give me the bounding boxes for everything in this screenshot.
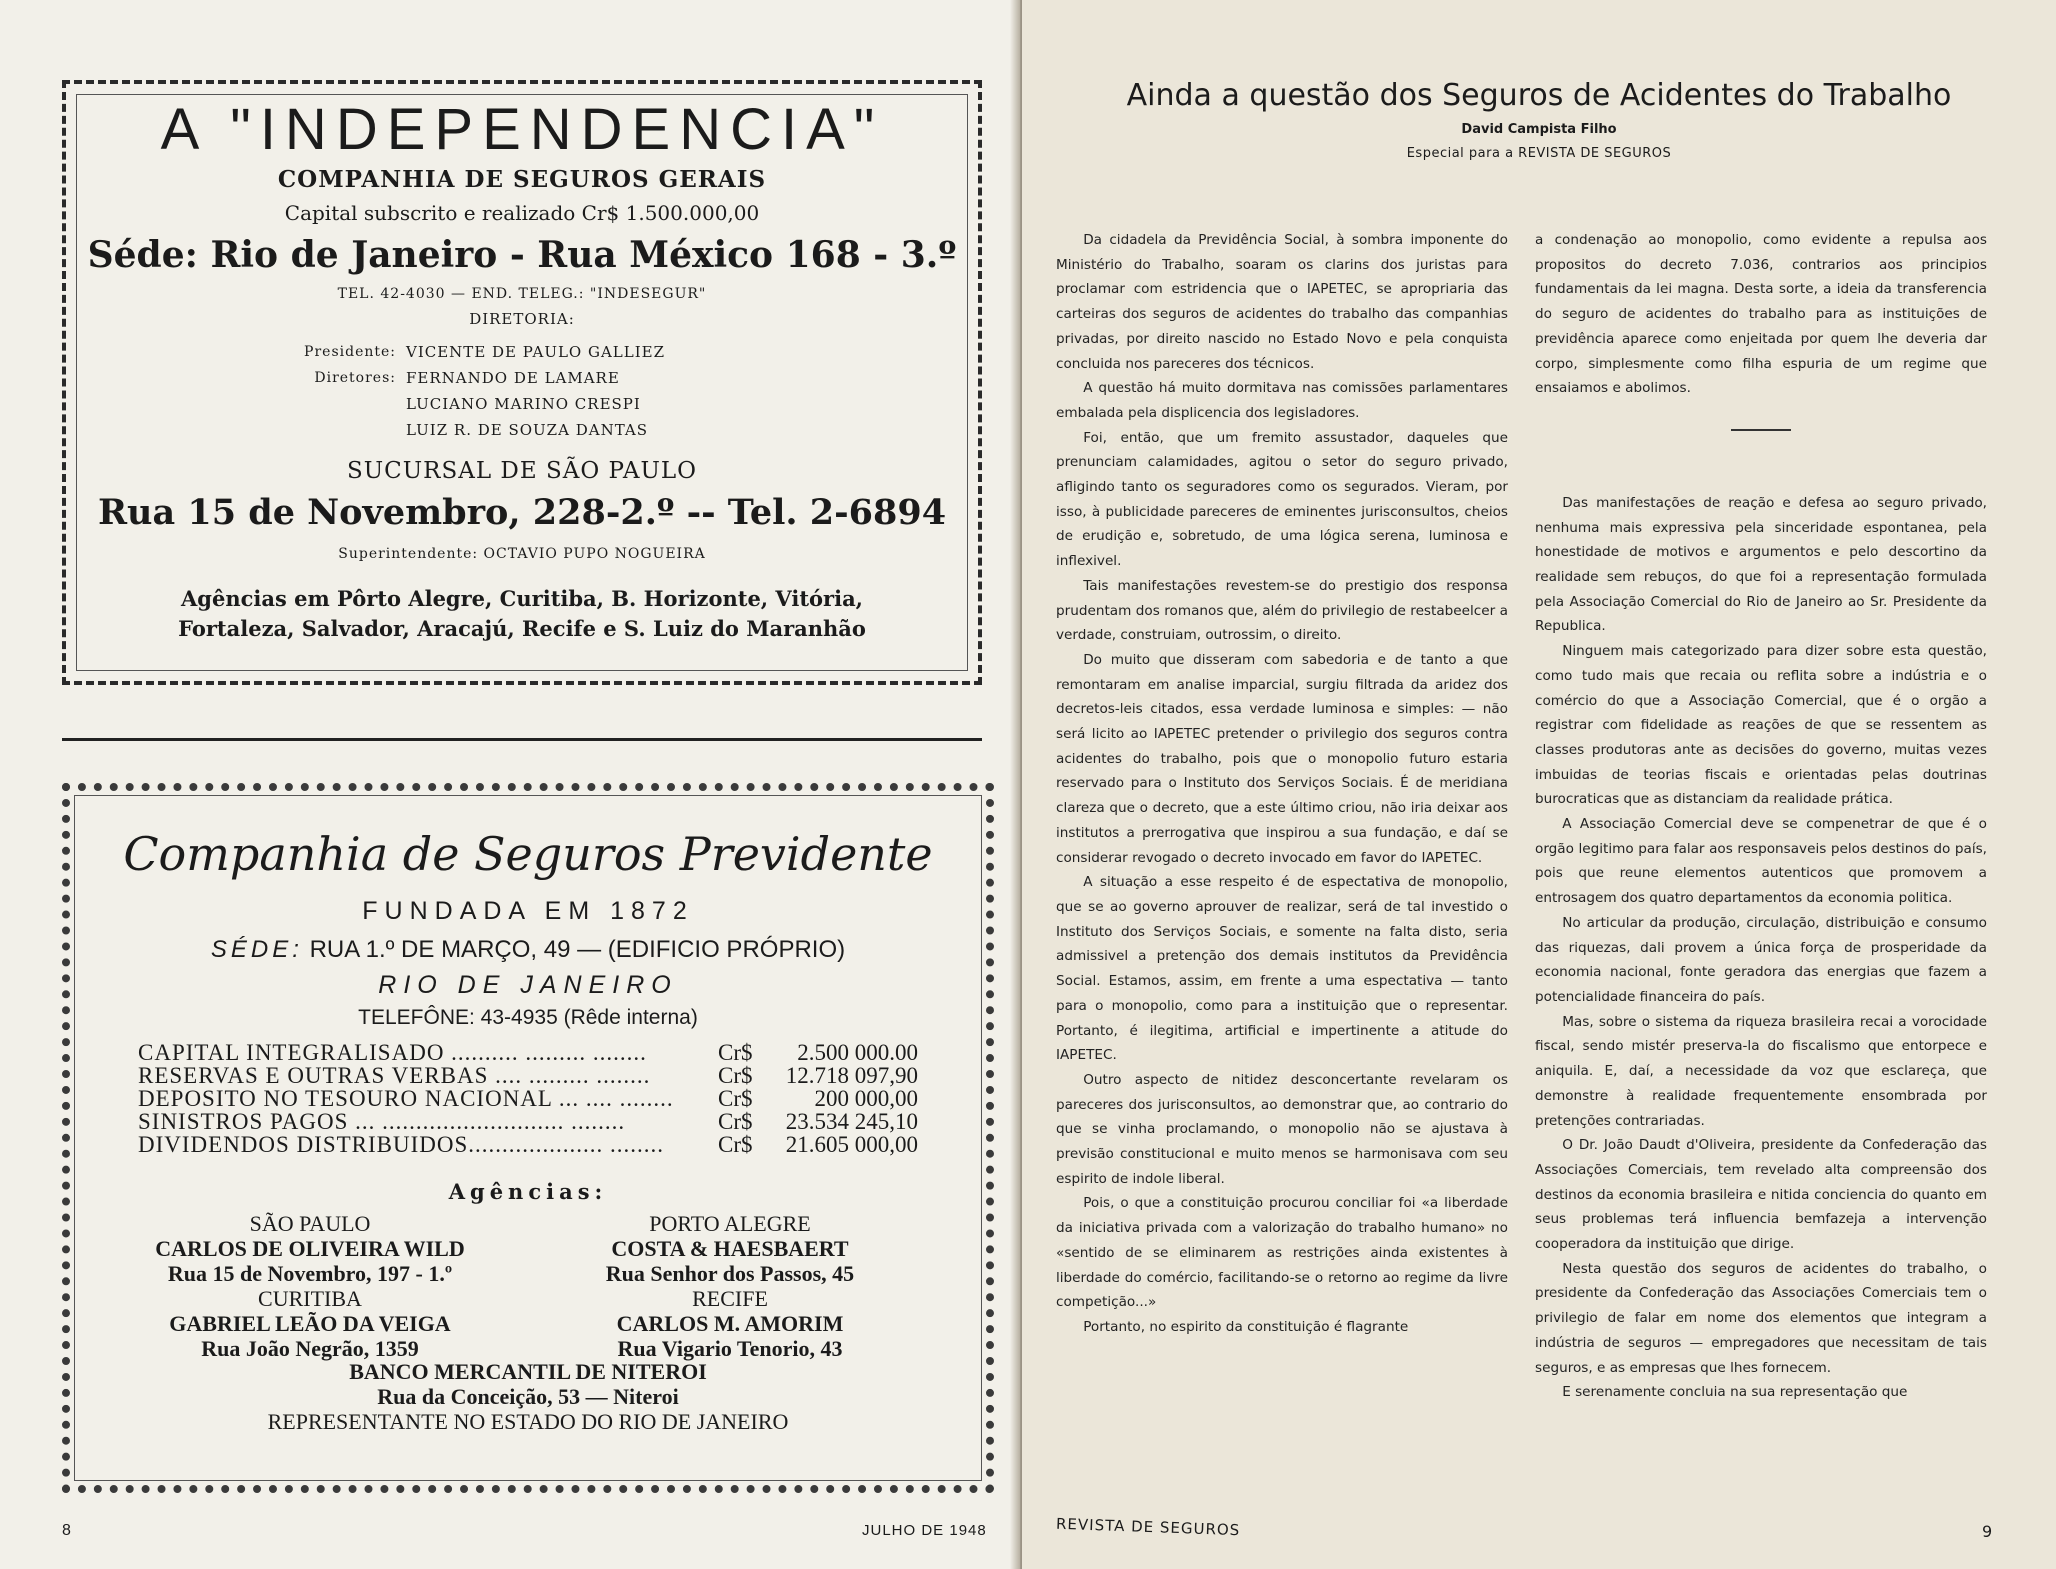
- financial-currency: Cr$: [718, 1063, 753, 1088]
- officer-role: [296, 391, 406, 417]
- previdente-sede-label: SÉDE:: [210, 936, 303, 963]
- agency-name: COSTA & HAESBAERT: [611, 1236, 849, 1261]
- agency-name: CARLOS DE OLIVEIRA WILD: [155, 1236, 465, 1261]
- article-paragraph: Pois, o que a constituição procurou conciliar foi «a liberdade da iniciativa privada com a valorização do trabalho humano» no «sentido de se eliminarem as restrições ainda existentes à liberdade do comércio, facilitando-se o retorno ao regime da livre competição...»: [1056, 1195, 1508, 1311]
- article-paragraph: Foi, então, que um fremito assustador, daqueles que prenunciam calamidades, agitou o setor do seguro privado, afligindo tanto os seguradores como os segurados. Vieram, por isso, à publicidade pareceres de eminentes jurisconsultos, cheios de erudição e, sobretudo, de uma lógica serena, luminosa e inflexivel.: [1056, 429, 1508, 570]
- financial-value: 200 000,00: [814, 1086, 918, 1111]
- agency-address: Rua Senhor dos Passos, 45: [605, 1261, 855, 1286]
- independencia-diretoria: DIRETORIA:: [469, 310, 575, 328]
- financial-value: 2.500 000.00: [797, 1040, 918, 1065]
- article-paragraph: Da cidadela da Previdência Social, à sombra imponente do Ministério do Trabalho, soaram os clarins dos juristas para proclamar com estridencia que o IAPETEC, se apropriaria das carteiras dos seguros de acidentes do trabalho das companhias privadas, por direito nascido no Estado Novo e pela conquista concluida nos pareceres dos técnicos.: [1056, 232, 1508, 372]
- article-paragraph: a condenação ao monopolio, como evidente a repulsa aos propositos do decreto 7.036, contrarios aos principios fundamentais da lei magna. Desta sorte, a ideia da transferencia do seguro de acidentes do trabalho para as instituições de previdência aparece como enjeitada por quem lhe deveria dar corpo, simplesmente como filha espuria de um regime que ensaiamos e abolimos.: [1535, 232, 1987, 397]
- officer-row: [296, 391, 665, 417]
- officer-name: FERNANDO DE LAMARE: [406, 369, 620, 387]
- article-paragraph: Tais manifestações revestem-se do prestigio dos responsa prudentam dos romanos que, além do privilegio de restabeelcer a verdade, construiam, outrossim, o direito.: [1056, 577, 1508, 644]
- independencia-agencias: Agências em Pôrto Alegre, Curitiba, B. Horizonte, Vitória, Fortaleza, Salvador, Aracajú, Recife e S. Luiz do Maranhão: [178, 586, 866, 641]
- officer-role: Presidente:: [304, 344, 396, 360]
- article-paragraph: Do muito que disseram com sabedoria e de tanto a que remontaram em analise imparcial, surgiu filtrada da aridez dos decretos-leis citados, essa verdade luminosa e simples: — não será licito ao IAPETEC pretender o privilegio dos seguros contra acidentes do trabalho, pois que o monopolio futuro estaria reservado para o Instituto dos Serviços Sociais. É de meridiana clareza que o decreto, que a este último criou, não iria deixar aos institutos a prerrogativa que inspirou a sua fundação, e daí se considerar revogado o decreto invocado em favor do IAPETEC.: [1056, 651, 1508, 866]
- independencia-ad: [62, 80, 982, 685]
- financial-row: [138, 1133, 918, 1156]
- previdente-sede-address: RUA 1.º DE MARÇO, 49 — (EDIFICIO PRÓPRIO): [309, 936, 846, 963]
- officer-name: LUIZ R. DE SOUZA DANTAS: [406, 421, 648, 439]
- financials-table: [138, 1041, 918, 1156]
- left-page: [0, 0, 1015, 1569]
- agency-city: RECIFE: [692, 1286, 768, 1311]
- agencias-right-column: [510, 1211, 950, 1361]
- article-paragraph: A Associação Comercial deve se compenetrar de que é o orgão legitimo para falar aos responsaveis pelos destinos do país, pois que reune elementos autenticos que promovem a entrosagem dos quatro departamentos da economia politica.: [1535, 816, 1987, 907]
- financial-label: RESERVAS E OUTRAS VERBAS .... ......... ........: [138, 1064, 651, 1087]
- previdente-banco-address: Rua da Conceição, 53 — Niteroi: [377, 1384, 679, 1409]
- financial-currency: Cr$: [718, 1086, 753, 1111]
- agency-name: GABRIEL LEÃO DA VEIGA: [169, 1311, 451, 1336]
- financial-row: [138, 1041, 918, 1064]
- financial-label: DIVIDENDOS DISTRIBUIDOS.................... ........: [138, 1133, 665, 1156]
- financial-label: CAPITAL INTEGRALISADO .......... ......... ........: [138, 1041, 647, 1064]
- officer-name: VICENTE DE PAULO GALLIEZ: [406, 343, 666, 361]
- independencia-subtitle: COMPANHIA DE SEGUROS GERAIS: [277, 166, 767, 193]
- agency-address: Rua João Negrão, 1359: [201, 1336, 419, 1361]
- officer-row: [296, 417, 665, 443]
- agency-city: CURITIBA: [258, 1286, 362, 1311]
- agencias-left-column: [110, 1211, 510, 1361]
- right-page: [1022, 0, 2056, 1569]
- previdente-title: Companhia de Seguros Previdente: [123, 827, 933, 881]
- financial-label: DEPOSITO NO TESOURO NACIONAL ... .... ........: [138, 1087, 674, 1110]
- officer-row: [296, 365, 665, 391]
- officers-list: [296, 339, 665, 443]
- agency-name: CARLOS M. AMORIM: [616, 1311, 844, 1336]
- independencia-tel: TEL. 42-4030 — END. TELEG.: "INDESEGUR": [337, 286, 707, 302]
- financial-currency: Cr$: [718, 1040, 753, 1065]
- agency-city: PORTO ALEGRE: [649, 1211, 811, 1236]
- article-author: David Campista Filho: [1461, 122, 1617, 137]
- independencia-sucursal: SUCURSAL DE SÃO PAULO: [347, 458, 697, 484]
- independencia-superintendente: Superintendente: OCTAVIO PUPO NOGUEIRA: [338, 546, 706, 562]
- previdente-fundada: FUNDADA EM 1872: [362, 897, 694, 925]
- previdente-banco: BANCO MERCANTIL DE NITEROI: [349, 1359, 707, 1384]
- financial-value: 12.718 097,90: [785, 1063, 918, 1088]
- article-byline: Especial para a REVISTA DE SEGUROS: [1406, 146, 1672, 161]
- previdente-telefone: TELEFÔNE: 43-4935 (Rêde interna): [358, 1006, 698, 1029]
- article-paragraph: Das manifestações de reação e defesa ao seguro privado, nenhuma mais expressiva pela sinceridade espontanea, pela honestidade de motivos e argumentos e pelo descortino da realidade sem rebuços, do que foi a representação formulada pela Associação Comercial do Rio de Janeiro ao Sr. Presidente da Republica.: [1535, 494, 1987, 635]
- magazine-name: REVISTA DE SEGUROS: [1055, 1514, 1241, 1540]
- independencia-title: A "INDEPENDENCIA": [160, 97, 884, 162]
- independencia-sucursal-address: Rua 15 de Novembro, 228-2.º -- Tel. 2-6894: [97, 492, 947, 533]
- article-paragraph: A situação a esse respeito é de espectativa de monopolio, que se ao governo aprouver de realizar, será de tal investido o Instituto dos Serviços Sociais, e somente na falta disto, seria admissivel a pretenção dos demais institutos da Previdência Social. Estamos, assim, em frente a uma espectativa — tanto para o monopolio, como para a instituição que o representar. Portanto, é ilegitima, artificial e impertinente a atitude do IAPETEC.: [1056, 874, 1508, 1064]
- article-title: Ainda a questão dos Seguros de Acidentes do Trabalho: [1126, 78, 1952, 113]
- page-number-left: 8: [62, 1522, 71, 1539]
- financial-currency: Cr$: [718, 1132, 753, 1157]
- officer-name: LUCIANO MARINO CRESPI: [406, 395, 641, 413]
- previdente-sede: [70, 936, 986, 964]
- financial-row: [138, 1064, 918, 1087]
- section-separator: [1731, 429, 1791, 431]
- financial-value: 21.605 000,00: [785, 1132, 918, 1157]
- financial-row: [138, 1110, 918, 1133]
- article-paragraph: Portanto, no espirito da constituição é flagrante: [1083, 1318, 1409, 1335]
- officer-role: [296, 417, 406, 443]
- page-number-right: 9: [1982, 1522, 1993, 1541]
- agency-address: Rua 15 de Novembro, 197 - 1.º: [167, 1261, 453, 1286]
- independencia-sede: Séde: Rio de Janeiro - Rua México 168 - 3.º: [87, 234, 957, 276]
- article-paragraph: Mas, sobre o sistema da riqueza brasileira recai a vorocidade fiscal, sendo mistér preserva-la do fiscalismo que entorpece e aniquila. E, daí, a necessidade da voz que esclareça, que demonstre à realidade frequentemente ensombrada por pretenções contrariadas.: [1535, 1013, 1987, 1129]
- previdente-agencias-title: Agências:: [448, 1179, 608, 1204]
- article-paragraph: E serenamente concluia na sua representação que: [1562, 1384, 1908, 1401]
- officer-row: [296, 339, 665, 365]
- article-paragraph: A questão há muito dormitava nas comissões parlamentares embalada pela displicencia dos legisladores.: [1056, 380, 1508, 421]
- independencia-capital: Capital subscrito e realizado Cr$ 1.500.000,00: [284, 201, 760, 225]
- article-paragraph: Outro aspecto de nitidez desconcertante revelaram os pareceres dos jurisconsultos, ao demonstrar que, ao contrario do que se vinha proclamando, o monopolio não se ajustava à previsão constitucional e muito menos se harmonisava com seu espirito de indole liberal.: [1056, 1071, 1508, 1187]
- officer-role: Diretores:: [314, 370, 396, 386]
- article-column-left: [1056, 228, 1508, 1496]
- article-paragraph: O Dr. João Daudt d'Oliveira, presidente da Confederação das Associações Comerciais, tem revelado alta compreensão dos destinos da economia brasileira e nitida conciencia do quanto em seus problemas terá influencia bemfazeja a intervenção cooperadora da instituição que dirige.: [1535, 1137, 1987, 1253]
- article-column-right: [1535, 228, 1987, 1496]
- article-paragraph: Nesta questão dos seguros de acidentes do trabalho, o presidente da Confederação das Associações Comerciais tem o privilegio de falar em nome dos elementos que integram a indústria de seguros — empregadores que necessitam de tais seguros, e as empresas que lhes fornecem.: [1535, 1260, 1987, 1376]
- previdente-ad: [62, 783, 994, 1493]
- agency-city: SÃO PAULO: [249, 1211, 371, 1236]
- previdente-representante: REPRESENTANTE NO ESTADO DO RIO DE JANEIRO: [267, 1409, 789, 1434]
- financial-currency: Cr$: [718, 1109, 753, 1134]
- article-paragraph: Ninguem mais categorizado para dizer sobre esta questão, como tudo mais que recaia ou reflita sobre a indústria e o comércio do que a Associação Comercial, que é o orgão a registrar com fidelidade as reações de que se ressentem as classes produtoras ante as decisões do governo, muitas vezes imbuidas de teorias fiscais e orientadas pelas doutrinas burocraticas que as distanciam da realidade prática.: [1535, 643, 1987, 808]
- article-paragraph: No articular da produção, circulação, distribuição e consumo das riquezas, dali provem a única força de prosperidade da economia nacional, fonte geradora das energias que fazem a potencialidade financeira do país.: [1535, 914, 1987, 1005]
- financial-value: 23.534 245,10: [785, 1109, 918, 1134]
- issue-date: JULHO DE 1948: [862, 1522, 987, 1539]
- previdente-city: RIO DE JANEIRO: [378, 971, 678, 999]
- financial-label: SINISTROS PAGOS ... ........................... ........: [138, 1110, 626, 1133]
- section-divider: [62, 738, 982, 741]
- agency-address: Rua Vigario Tenorio, 43: [617, 1336, 843, 1361]
- financial-row: [138, 1087, 918, 1110]
